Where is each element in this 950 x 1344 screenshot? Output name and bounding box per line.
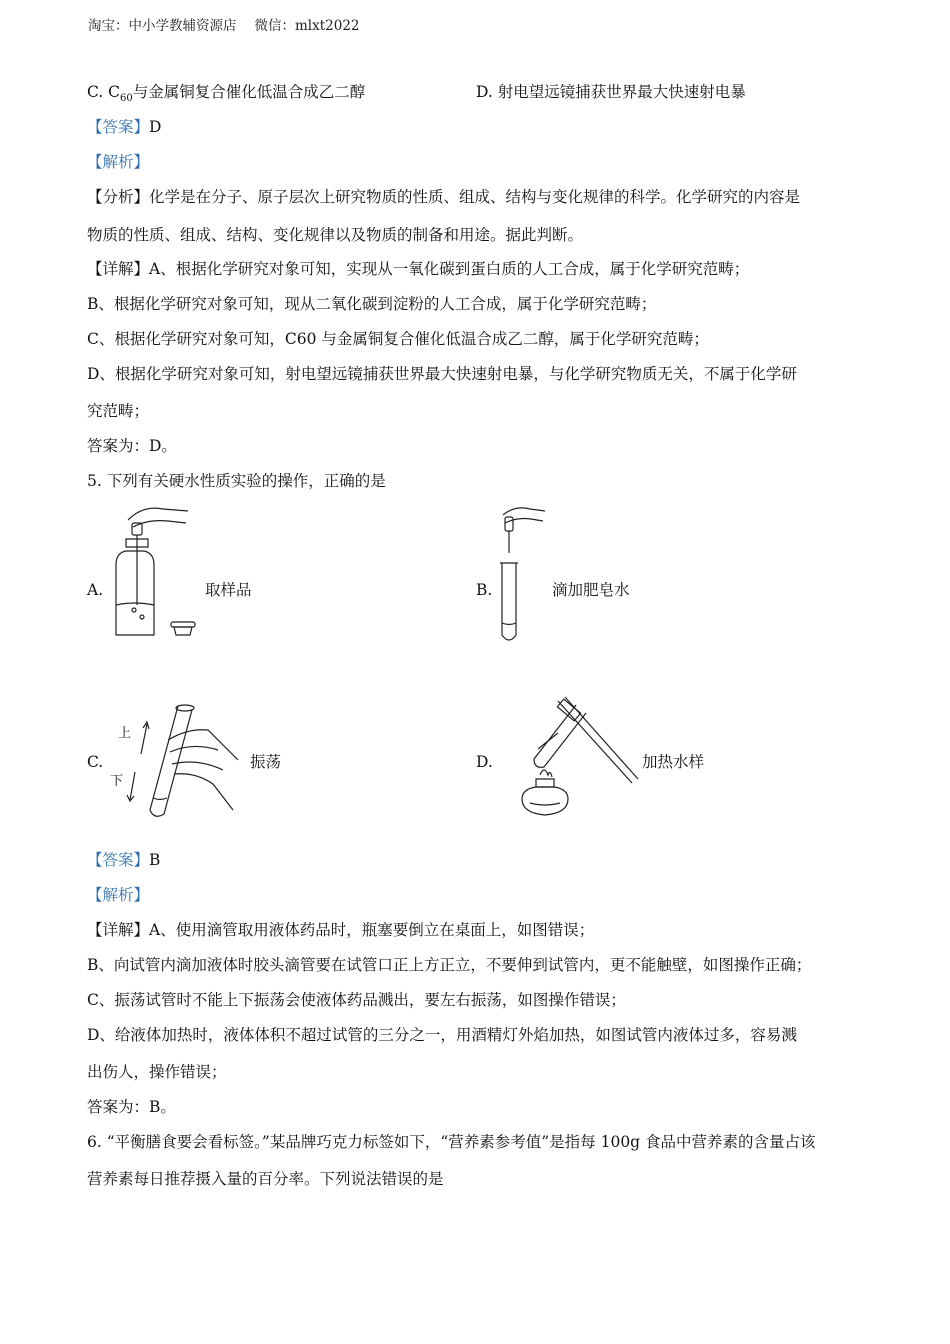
q5-option-d-label: D. (476, 753, 493, 771)
fig-b-dropper-tube (495, 505, 550, 645)
q4-option-c-prefix: C. C (87, 83, 121, 101)
q4-xiangjie-d-2: 究范畴； (87, 402, 150, 420)
fig-c-down-label: 下 (110, 774, 124, 789)
q5-option-c-label: C. (87, 753, 104, 771)
page-header (88, 14, 360, 34)
q5-conclusion: 答案为：B。 (87, 1098, 176, 1116)
q5-xiangjie-b: B、向试管内滴加液体时胶头滴管要在试管口正上方正立，不要伸到试管内，更不能触壁，如图操作正确； (87, 956, 812, 974)
q4-answer (87, 117, 161, 137)
q5-option-a-caption: 取样品 (205, 581, 252, 599)
q5-answer-value: B (149, 851, 161, 869)
q4-xiangjie-a (87, 259, 749, 279)
fenxi-text-1: 化学是在分子、原子层次上研究物质的性质、组成、结构与变化规律的科学。化学研究的内容是 (149, 188, 801, 206)
q5-option-c-caption: 振荡 (250, 753, 282, 771)
fig-d-heating-tube (500, 695, 640, 823)
q4-xiangjie-c: C、根据化学研究对象可知，C60 与金属铜复合催化低温合成乙二醇，属于化学研究范畴； (87, 330, 709, 348)
q4-fenxi-line-1 (87, 187, 800, 207)
fig-c-up-label: 上 (118, 726, 132, 741)
q4-fenxi-line-2: 物质的性质、组成、结构、变化规律以及物质的制备和用途。据此判断。 (87, 226, 584, 244)
fenxi-tag: 【分析】 (87, 188, 150, 206)
q5-option-b-label: B. (476, 581, 493, 599)
q6-stem-2: 营养素每日推荐摄入量的百分率。下列说法错误的是 (87, 1170, 444, 1188)
q4-option-c-text: 与金属铜复合催化低温合成乙二醇 (132, 83, 366, 101)
q4-conclusion: 答案为：D。 (87, 437, 177, 455)
q5-xiangjie-tag: 【详解】 (87, 921, 150, 939)
q4-option-c-subscript: 60 (120, 93, 133, 105)
q5-answer-tag: 【答案】 (87, 851, 150, 869)
q5-option-d-caption: 加热水样 (642, 753, 705, 771)
header-shop: 淘宝：中小学教辅资源店 (88, 18, 237, 34)
q5-xiangjie-a (87, 920, 594, 940)
fig-a-dropper-bottle (108, 505, 203, 645)
header-wechat: 微信：mlxt2022 (254, 18, 360, 34)
fig-c-shaking-tube (108, 700, 243, 822)
q5-stem: 5. 下列有关硬水性质实验的操作，正确的是 (87, 472, 386, 490)
answer-value: D (149, 118, 162, 136)
q4-xiangjie-b: B、根据化学研究对象可知，现从二氧化碳到淀粉的人工合成，属于化学研究范畴； (87, 295, 657, 313)
q5-xiangjie-d-1: D、给液体加热时，液体体积不超过试管的三分之一，用酒精灯外焰加热，如图试管内液体过多，容易溅 (87, 1026, 797, 1044)
q4-xiangjie-d-1: D、根据化学研究对象可知，射电望远镜捕获世界最大快速射电暴，与化学研究物质无关，不属于化学研 (87, 365, 797, 383)
q5-xiangjie-c: C、振荡试管时不能上下振荡会使液体药品溅出，要左右振荡，如图操作错误； (87, 991, 626, 1009)
q5-answer (87, 850, 160, 870)
q5-option-b-caption: 滴加肥皂水 (552, 581, 630, 599)
q5-analysis-tag: 【解析】 (87, 886, 150, 904)
q5-xiangjie-d-2: 出伤人，操作错误； (87, 1063, 227, 1081)
q4-option-d: D. 射电望远镜捕获世界最大快速射电暴 (476, 83, 746, 101)
q4-option-c (87, 82, 365, 109)
q5-xiangjie-a-text: A、使用滴管取用液体药品时，瓶塞要倒立在桌面上，如图错误； (149, 921, 595, 939)
answer-tag: 【答案】 (87, 118, 150, 136)
xiangjie-tag: 【详解】 (87, 260, 150, 278)
q6-stem-1: 6. “平衡膳食要会看标签。”某品牌巧克力标签如下，“营养素参考值”是指每 100g 食品中营养素的含量占该 (87, 1133, 816, 1151)
q5-option-a-label: A. (87, 581, 104, 599)
q4-analysis-tag: 【解析】 (87, 153, 150, 171)
xiangjie-a-text: A、根据化学研究对象可知，实现从一氧化碳到蛋白质的人工合成，属于化学研究范畴； (149, 260, 750, 278)
